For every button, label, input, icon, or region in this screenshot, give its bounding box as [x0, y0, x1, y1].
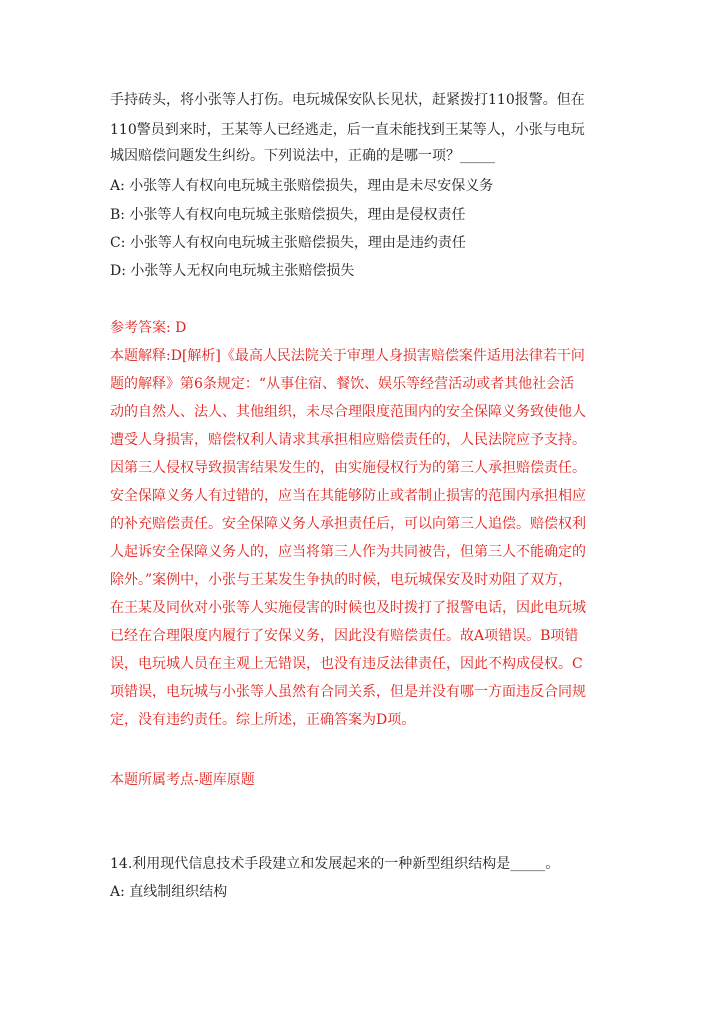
explanation-line: 定，没有违约责任。综上所述，正确答案为D项。 [110, 712, 416, 728]
explanation-line: 安全保障义务人有过错的，应当在其能够防止或者制止损害的范围内承担相应 [110, 488, 586, 504]
question-14-stem: 14.利用现代信息技术手段建立和发展起来的一种新型组织结构是_____。 [110, 856, 560, 872]
explanation-line: 题的解释》第6条规定：“从事住宿、餐饮、娱乐等经营活动或者其他社会活 [110, 376, 575, 392]
explanation-line: 已经在合理限度内履行了安保义务，因此没有赔偿责任。故A项错误。B项错 [110, 628, 579, 644]
explanation-line: 人起诉安全保障义务人的，应当将第三人作为共同被告，但第三人不能确定的 [110, 544, 586, 560]
stem-line: 手持砖头，将小张等人打伤。电玩城保安队长见状，赶紧拨打110报警。但在 [110, 92, 585, 108]
explanation-line: 本题解释:D[解析]《最高人民法院关于审理人身损害赔偿案件适用法律若干问 [110, 348, 585, 364]
explanation-section [110, 346, 610, 738]
explanation-line: 遭受人身损害，赔偿权利人请求其承担相应赔偿责任的，人民法院应予支持。 [110, 432, 586, 448]
question-13-stem [110, 90, 610, 164]
option-a: A: 小张等人有权向电玩城主张赔偿损失，理由是未尽安保义务 [110, 178, 494, 194]
option-a: A: 直线制组织结构 [110, 884, 228, 900]
answer-section [110, 318, 610, 340]
category-section [110, 770, 610, 792]
explanation-line: 因第三人侵权导致损害结果发生的，由实施侵权行为的第三人承担赔偿责任。 [110, 460, 586, 476]
reference-answer: 参考答案: D [110, 320, 187, 336]
explanation-line: 除外。”案例中，小张与王某发生争执的时候，电玩城保安及时劝阻了双方， [110, 572, 573, 588]
explanation-line: 的补充赔偿责任。安全保障义务人承担责任后，可以向第三人追偿。赔偿权利 [110, 516, 586, 532]
explanation-line: 动的自然人、法人、其他组织，未尽合理限度范围内的安全保障义务致使他人 [110, 404, 586, 420]
option-c: C: 小张等人有权向电玩城主张赔偿损失，理由是违约责任 [110, 235, 466, 251]
explanation-line: 在王某及同伙对小张等人实施侵害的时候也及时拨打了报警电话，因此电玩城 [110, 600, 586, 616]
explanation-line: 误，电玩城人员在主观上无错误，也没有违反法律责任，因此不构成侵权。C [110, 656, 583, 672]
option-d: D: 小张等人无权向电玩城主张赔偿损失 [110, 263, 355, 279]
question-13-options [110, 176, 610, 286]
stem-line: 110警员到来时，王某等人已经逃走，后一直未能找到王某等人，小张与电玩 [110, 122, 585, 138]
stem-line: 城因赔偿问题发生纠纷。下列说法中，正确的是哪一项？_____ [110, 148, 495, 164]
explanation-line: 项错误，电玩城与小张等人虽然有合同关系，但是并没有哪一方面违反合同规 [110, 684, 586, 700]
question-14 [110, 854, 610, 906]
question-category: 本题所属考点-题库原题 [110, 772, 255, 788]
option-b: B: 小张等人有权向电玩城主张赔偿损失，理由是侵权责任 [110, 207, 466, 223]
